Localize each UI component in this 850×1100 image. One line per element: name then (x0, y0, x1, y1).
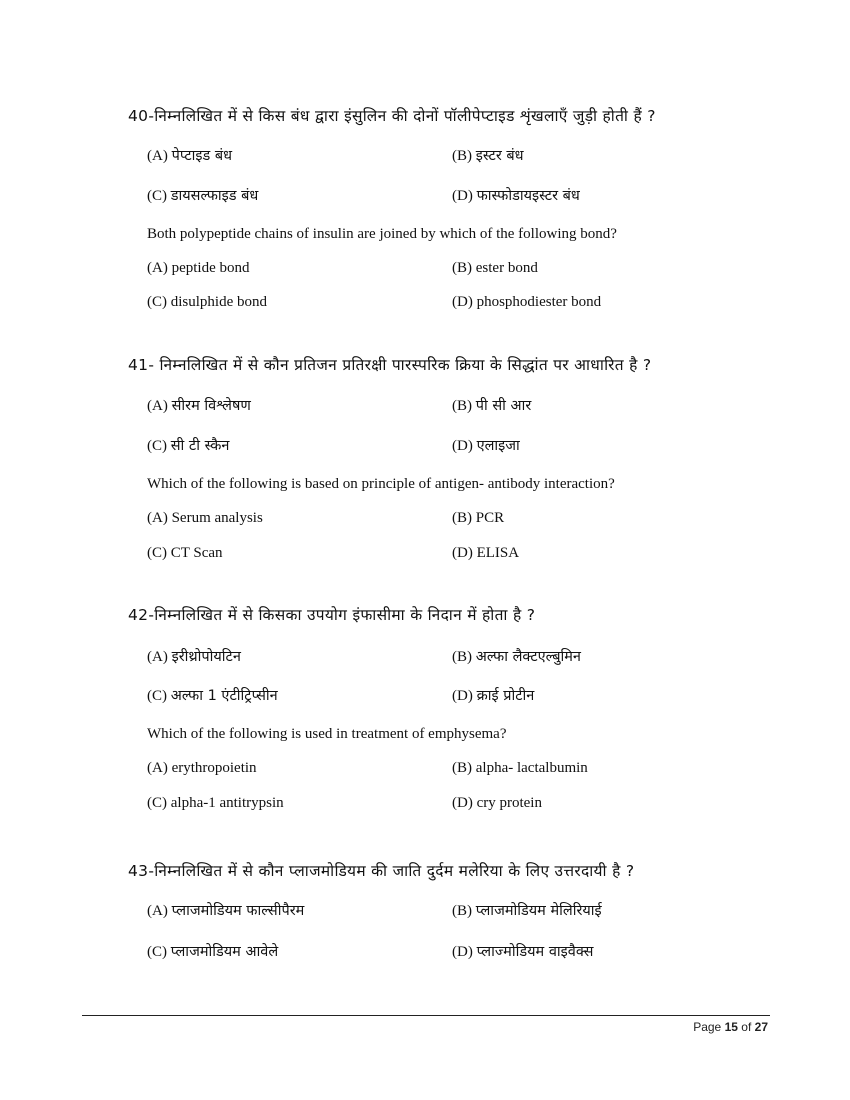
option-english-c: (C) CT Scan (147, 545, 223, 561)
option-hindi-b: (B) अल्फा लैक्टएल्बुमिन (452, 649, 581, 665)
option-hindi-a: (A) सीरम विश्लेषण (147, 398, 251, 414)
total-pages: 27 (754, 1020, 768, 1034)
option-english-a: (A) erythropoietin (147, 760, 257, 776)
question-english-text: Which of the following is based on principle of antigen- antibody interaction? (147, 476, 615, 492)
option-hindi-c: (C) अल्फा 1 एंटीट्रिप्सीन (147, 688, 278, 704)
option-english-b: (B) PCR (452, 510, 505, 526)
page-word: Page (693, 1020, 722, 1034)
option-hindi-d: (D) क्राई प्रोटीन (452, 688, 535, 704)
option-hindi-b: (B) प्लाजमोडियम मेलिरियाई (452, 903, 602, 919)
option-english-d: (D) ELISA (452, 545, 520, 561)
option-hindi-d: (D) प्लाज्मोडियम वाइवैक्स (452, 944, 594, 960)
option-hindi-c: (C) सी टी स्कैन (147, 438, 230, 454)
option-hindi-a: (A) इरीथ्रोपोयटिन (147, 649, 241, 665)
question-english-text: Both polypeptide chains of insulin are joined by which of the following bond? (147, 226, 617, 242)
of-word: of (741, 1020, 752, 1034)
option-hindi-a: (A) प्लाजमोडियम फाल्सीपैरम (147, 903, 305, 919)
question-english-text: Which of the following is used in treatment of emphysema? (147, 726, 507, 742)
option-hindi-d: (D) फास्फोडायइस्टर बंध (452, 188, 580, 204)
question-hindi-text: 43-निम्नलिखित में से कौन प्लाजमोडियम की जाति दुर्दम मलेरिया के लिए उत्तरदायी है ? (128, 862, 635, 880)
option-hindi-a: (A) पेप्टाइड बंध (147, 148, 233, 164)
option-hindi-b: (B) पी सी आर (452, 398, 532, 414)
option-english-b: (B) alpha- lactalbumin (452, 760, 588, 776)
question-hindi-text: 42-निम्नलिखित में से किसका उपयोग इंफासीमा के निदान में होता है ? (128, 606, 536, 624)
question-hindi-text: 40-निम्नलिखित में से किस बंध द्वारा इंसुलिन की दोनों पॉलीपेप्टाइड शृंखलाएँ जुड़ी होती हैं ? (128, 107, 656, 125)
option-english-b: (B) ester bond (452, 260, 538, 276)
option-english-c: (C) disulphide bond (147, 294, 267, 310)
option-hindi-c: (C) प्लाजमोडियम आवेले (147, 944, 279, 960)
option-english-c: (C) alpha-1 antitrypsin (147, 795, 284, 811)
option-hindi-c: (C) डायसल्फाइड बंध (147, 188, 259, 204)
option-english-a: (A) Serum analysis (147, 510, 263, 526)
current-page: 15 (724, 1020, 738, 1034)
page-number (693, 1020, 768, 1034)
option-hindi-b: (B) इस्टर बंध (452, 148, 524, 164)
option-hindi-d: (D) एलाइजा (452, 438, 520, 454)
option-english-d: (D) cry protein (452, 795, 542, 811)
option-english-a: (A) peptide bond (147, 260, 250, 276)
question-hindi-text: 41- निम्नलिखित में से कौन प्रतिजन प्रतिरक्षी पारस्परिक क्रिया के सिद्धांत पर आधारित है ? (128, 356, 652, 374)
footer-divider (82, 1015, 770, 1016)
option-english-d: (D) phosphodiester bond (452, 294, 602, 310)
